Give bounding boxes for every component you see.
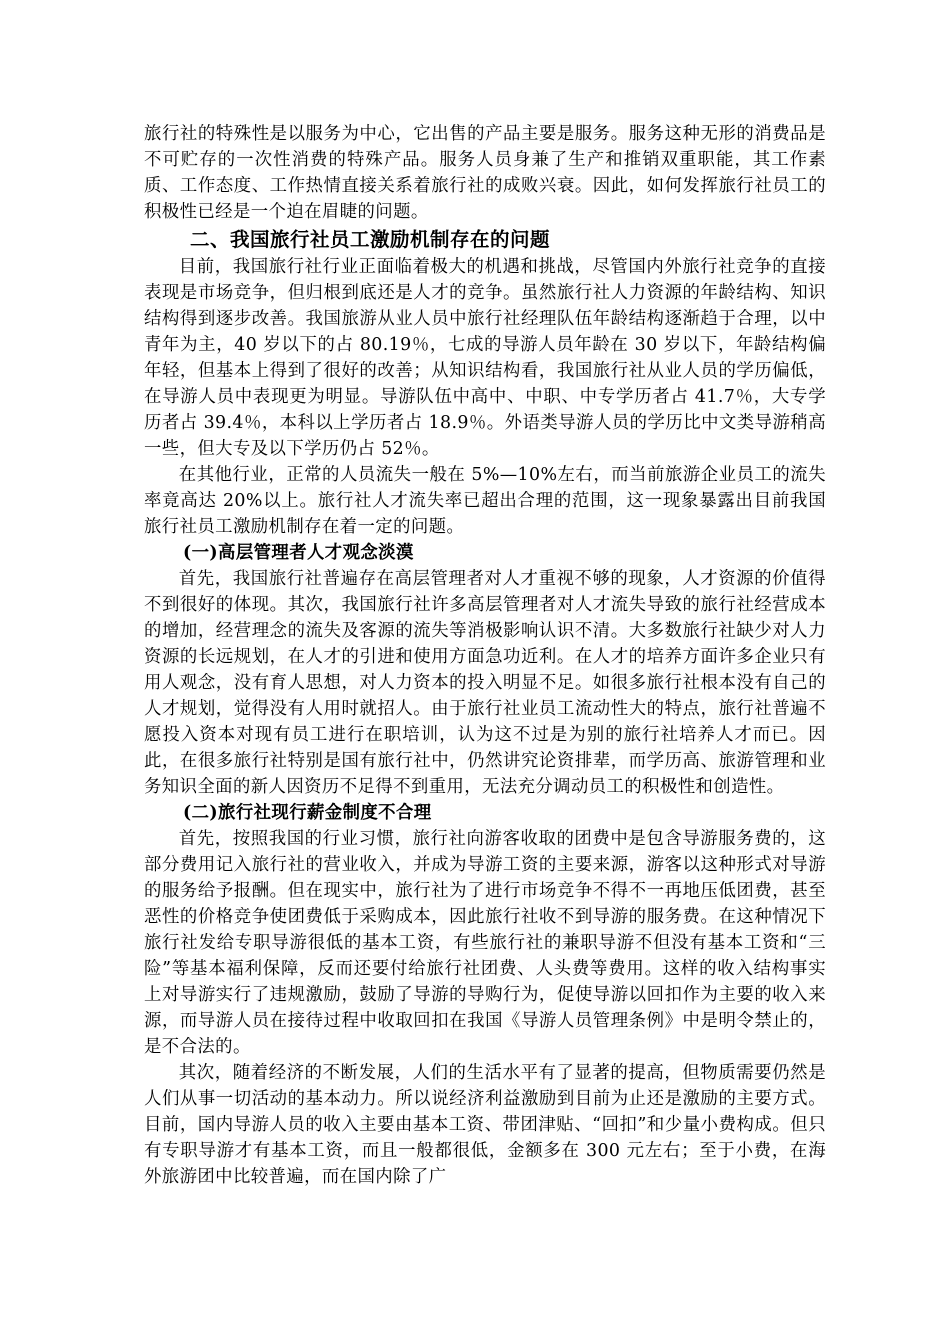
section-heading: 二、我国旅行社员工激励机制存在的问题 (190, 228, 551, 251)
subsection-2-paragraph-a: 首先，按照我国的行业习惯，旅行社向游客收取的团费中是包含导游服务费的，这部分费用记入旅行社的营业收入，并成为导游工资的主要来源，游客以这种形式对导游的服务给予报酬。但在现实中，旅行社为了进行市场竞争不得不一再地压低团费，甚至恶性的价格竞争使团费低于采购成本，因此旅行社收不到导游的服务费。在这种情况下旅行社发给专职导游很低的基本工资，有些旅行社的兼职导游不但没有基本工资和“三险”等基本福利保障，反而还要付给旅行社团费、人头费等费用。这样的收入结构事实上对导游实行了违规激励，鼓励了导游的导购行为，促使导游以回扣作为主要的收入来源，而导游人员在接待过程中收取回扣在我国《导游人员管理条例》中是明令禁止的，是不合法的。 (144, 829, 826, 1057)
current-situation-paragraph: 目前，我国旅行社行业正面临着极大的机遇和挑战，尽管国内外旅行社竞争的直接表现是市场竞争，但归根到底还是人才的竞争。虽然旅行社人力资源的年龄结构、知识结构得到逐步改善。我国旅游从业人员中旅行社经理队伍年龄结构逐渐趋于合理，以中青年为主，40 岁以下的占 80.19％，七成的导游人员年龄在 30 岁以下，年龄结构偏年轻，但基本上得到了很好的改善；从知识结构看，我国旅行社从业人员的学历偏低，在导游人员中表现更为明显。导游队伍中高中、中职、中专学历者占 41.7％，大专学历者占 39.4％，本科以上学历者占 18.9％。外语类导游人员的学历比中文类导游稍高一些，但大专及以下学历仍占 52％。 (144, 257, 826, 459)
turnover-paragraph: 在其他行业，正常的人员流失一般在 5%—10%左右，而当前旅游企业员工的流失率竟高达 20%以上。旅行社人才流失率已超出合理的范围，这一现象暴露出目前我国旅行社员工激励机制存在着一定的问题。 (144, 465, 826, 537)
subsection-heading-1: (一)高层管理者人才观念淡漠 (183, 543, 414, 563)
intro-paragraph: 旅行社的特殊性是以服务为中心，它出售的产品主要是服务。服务这种无形的消费品是不可贮存的一次性消费的特殊产品。服务人员身兼了生产和推销双重职能，其工作素质、工作态度、工作热情直接关系着旅行社的成败兴衰。因此，如何发挥旅行社员工的积极性已经是一个迫在眉睫的问题。 (144, 124, 826, 222)
subsection-1-paragraph: 首先，我国旅行社普遍存在高层管理者对人才重视不够的现象，人才资源的价值得不到很好的体现。其次，我国旅行社许多高层管理者对人才流失导致的旅行社经营成本的增加，经营理念的流失及客源的流失等消极影响认识不清。大多数旅行社缺少对人力资源的长远规划，在人才的引进和使用方面急功近利。在人才的培养方面许多企业只有用人观念，没有育人思想，对人力资本的投入明显不足。如很多旅行社根本没有自己的人才规划，觉得没有人用时就招人。由于旅行社业员工流动性大的特点，旅行社普遍不愿投入资本对现有员工进行在职培训，认为这不过是为别的旅行社培养人才而已。因此，在很多旅行社特别是国有旅行社中，仍然讲究论资排辈，而学历高、旅游管理和业务知识全面的新人因资历不足得不到重用，无法充分调动员工的积极性和创造性。 (144, 569, 826, 797)
subsection-heading-2: (二)旅行社现行薪金制度不合理 (183, 803, 432, 823)
subsection-2-paragraph-b: 其次，随着经济的不断发展，人们的生活水平有了显著的提高，但物质需要仍然是人们从事一切活动的基本动力。所以说经济利益激励到目前为止还是激励的主要方式。目前，国内导游人员的收入主要由基本工资、带团津贴、“回扣”和少量小费构成。但只有专职导游才有基本工资，而且一般都很低，金额多在 300 元左右；至于小费，在海外旅游团中比较普遍，而在国内除了广 (144, 1063, 826, 1187)
document-page (144, 121, 826, 1190)
